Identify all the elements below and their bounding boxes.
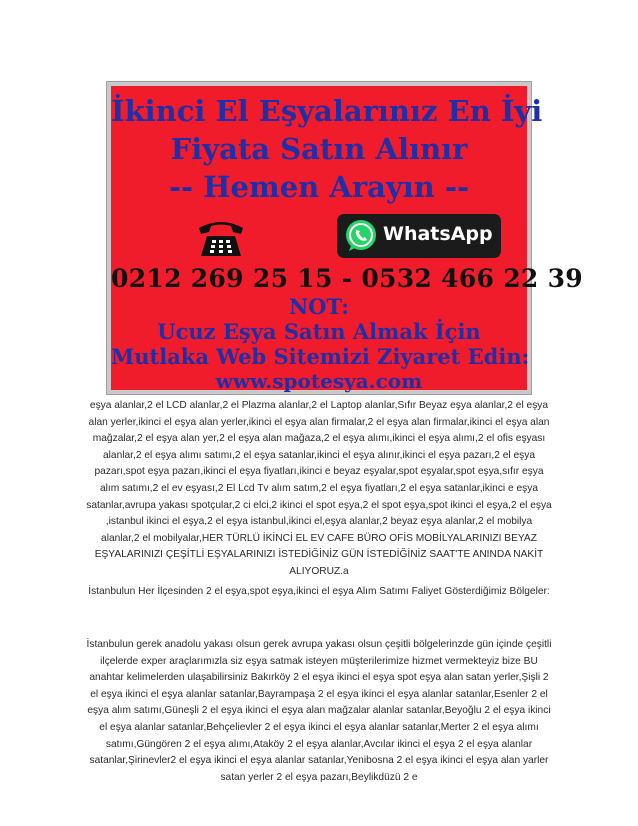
banner-note-line-1: Ucuz Eşya Satın Almak İçin	[157, 319, 481, 344]
whatsapp-icon	[343, 218, 379, 254]
banner-phone-numbers: 0212 269 25 15 - 0532 466 22 39	[111, 264, 583, 293]
keywords-paragraph: eşya alanlar,2 el LCD alanlar,2 el Plazma alanlar,2 el Laptop alanlar,Sıfır Beyaz eşya alanlar,2 el eşya alan yerler,ikinci el eşya alan yerler,ikinci el eşya alan firmalar,2 el eşya alan firmalar,ikinci el eşya alan mağzalar,2 el eşya alan yer,2 el eşya alan mağaza,2 el eşya alımı,ikinci el eşya alımı,2 el ofis eşyası alanlar,2 el eşya alımı satımı,2 el eşya satanlar,ikinci el eşya alınır,ikinci el eşya pazarı,2 el eşya pazarı,spot eşya pazarı,ikinci el eşya fiyatları,ikinci e beyaz eşyalar,spot eşyalar,spot eşya,sıfır eşya alım satımı,2 el ev eşyası,2 El Lcd Tv alım satım,2 el eşya fiyatları,2 el eşya satanlar,ikinci e eşya satanlar,avrupa yakası spotçular,2 ci elci,2 ikinci el spot eşya,2 el spot eşya,spot ikinci el eşya,2 el eşya ,istanbul ikinci el eşya,2 el eşya istanbul,ikinci el,eşya alanlar,2 beyaz eşya alanlar,2 el mobilya alanlar,2 el mobilyalar,HER TÜRLÜ İKİNCİ EL EV CAFE BÜRO OFİS MOBİLYALARINIZI BEYAZ EŞYALARINIZI ÇEŞİTLİ EŞYALARINIZI İSTEDİĞİNİZ GÜN İSTEDİĞİNİZ SAAT'TE ANINDA NAKİT ALIYORUZ.a	[86, 400, 552, 577]
banner-headline-1: İkinci El Eşyalarınız En İyi	[111, 94, 543, 128]
banner-note-line-2: Mutlaka Web Sitemizi Ziyaret Edin:	[111, 344, 530, 369]
banner-headline-2: Fiyata Satın Alınır	[170, 132, 468, 166]
whatsapp-badge[interactable]	[337, 214, 501, 258]
regions-heading: İstanbulun Her İlçesinden 2 el eşya,spot eşya,ikinci el eşya Alım Satımı Faliyet Gösterdiğimiz Bölgeler:	[88, 586, 550, 597]
regions-paragraph: İstanbulun gerek anadolu yakası olsun gerek avrupa yakası olsun çeşitli bölgelerinzde gün içinde çeşitli ilçelerde exper araçlarımızla siz eşya satmak isteyen müşterilerimize hizmet vermekteyiz bize BU anahtar kelimelerden ulaşabilirsiniz Bakırköy 2 el eşya ikinci el eşya spot eşya alan satan yerler,Şişli 2 el eşya ikinci el eşya alanlar satanlar,Bayrampaşa 2 el eşya ikinci el eşya alanlar satanlar,Esenler 2 el eşya alım satımı,Güneşli 2 el eşya ikinci el eşya alan mağzalar alanlar satanlar,Beyoğlu 2 el eşya ikinci el eşya alanlar satanlar,Behçelievler 2 el eşya ikinci el eşya alanlar satanlar,Merter 2 el eşya alımı satımı,Güngören 2 el eşya alımı,Ataköy 2 el eşya alanlar,Avcılar ikinci el eşya 2 el eşya alanlar satanlar,Şirinevler2 el eşya ikinci el eşya alanlar satanlar,Yenibosna 2 el eşya ikinci el eşya alan yarler satan yerler 2 el eşya pazarı,Beylikdüzü 2 e	[86, 639, 552, 783]
banner-note-title: NOT:	[288, 294, 350, 319]
banner-website[interactable]: www.spotesya.com	[215, 369, 423, 393]
telephone-icon	[195, 214, 247, 260]
whatsapp-label: WhatsApp	[383, 223, 493, 245]
advertisement-banner	[107, 82, 583, 394]
banner-headline-3: -- Hemen Arayın --	[168, 170, 470, 204]
